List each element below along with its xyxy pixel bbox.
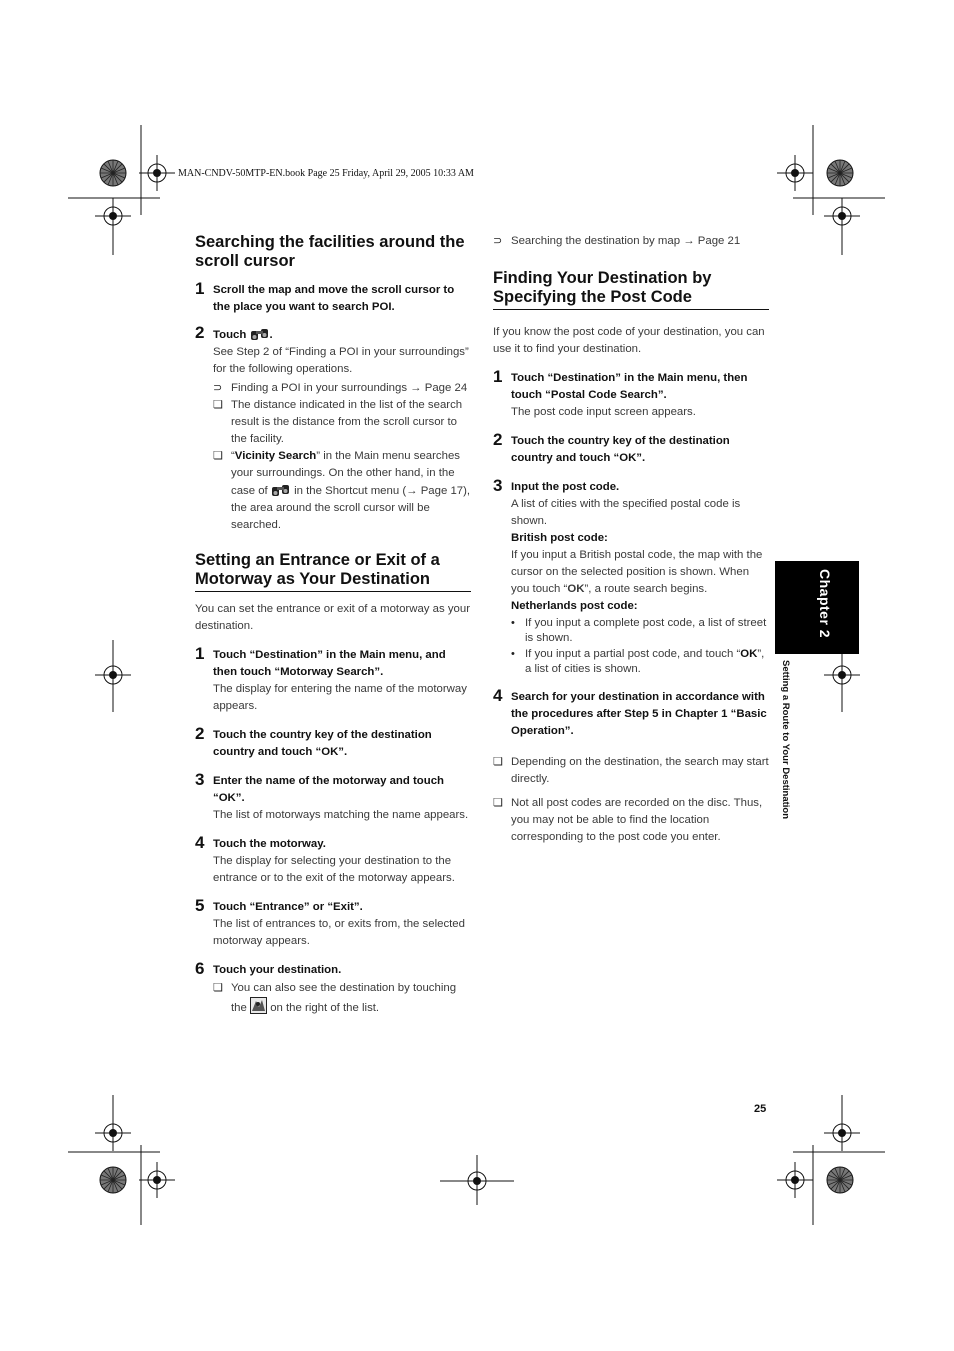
- note-text: You can also see the destination by touching the: [231, 982, 457, 1014]
- text-segment: ”, a route search begins.: [584, 583, 708, 595]
- section-heading-motorway: Setting an Entrance or Exit of a Motorway as Your Destination: [195, 551, 471, 592]
- step-2: [195, 323, 471, 378]
- chapter-label: Chapter 2: [817, 569, 833, 639]
- bullet-icon: •: [511, 648, 515, 660]
- note-item: [493, 233, 769, 250]
- checkbox-icon: ❏: [493, 797, 503, 809]
- step-title: Touch the motorway.: [213, 838, 326, 850]
- left-column: [195, 233, 471, 1017]
- step-title-prefix: Touch: [213, 329, 247, 341]
- step-4: [195, 833, 471, 887]
- checkbox-icon: ❏: [213, 450, 223, 462]
- ok-label: OK: [740, 648, 758, 660]
- bullet-item: [511, 647, 769, 677]
- step-1: [493, 367, 769, 421]
- step-title: Touch “Destination” in the Main menu, then touch “Postal Code Search”.: [511, 372, 748, 401]
- step-1: [195, 279, 471, 316]
- note-text: on the right of the list.: [270, 1002, 380, 1014]
- step-title: Touch the country key of the destination country and touch “OK”.: [511, 435, 730, 464]
- step-description: See Step 2 of “Finding a POI in your surroundings” for the following operations.: [213, 346, 469, 375]
- bullet-text: If you input a complete post code, a list of street is shown.: [525, 617, 767, 644]
- step-number: 4: [493, 686, 503, 705]
- bullet-icon: •: [511, 617, 515, 629]
- step-description: The post code input screen appears.: [511, 406, 696, 418]
- right-column: [493, 233, 769, 846]
- note-text: Depending on the destination, the search may start directly.: [511, 756, 769, 785]
- british-postcode-label: British post code:: [511, 532, 608, 544]
- section-intro: You can set the entrance or exit of a motorway as your destination.: [195, 603, 471, 632]
- step-number: 2: [195, 724, 205, 743]
- section-heading-facilities: Searching the facilities around the scroll cursor: [195, 233, 465, 270]
- text-segment: If you input a British postal code, the map with the cursor on the selected position is shown. When you touch “: [511, 549, 763, 595]
- page-number: 25: [754, 1103, 767, 1115]
- checkbox-icon: ❏: [213, 982, 223, 994]
- step-number: 1: [493, 367, 503, 386]
- vicinity-search-label: Vicinity Search: [234, 450, 317, 462]
- step-title: Enter the name of the motorway and touch “OK”.: [213, 775, 444, 804]
- step-description: A list of cities with the specified postal code is shown.: [511, 498, 741, 527]
- step-number: 2: [493, 430, 503, 449]
- map-view-icon: [250, 997, 267, 1014]
- step-3: [195, 770, 471, 824]
- netherlands-postcode-label: Netherlands post code:: [511, 600, 638, 612]
- note-item-vicinity: [213, 448, 471, 534]
- checkbox-icon: ❏: [213, 399, 223, 411]
- step-1: [195, 644, 471, 715]
- step-2: [493, 430, 769, 467]
- note-text: The distance indicated in the list of the search result is the distance from the scroll cursor to the facility.: [231, 399, 463, 445]
- bullet-text: ”, a list of cities is shown.: [525, 648, 765, 675]
- step-2: [195, 724, 471, 761]
- step-number: 1: [195, 279, 205, 298]
- step-description: The list of motorways matching the name appears.: [213, 809, 469, 821]
- step-number: 3: [493, 476, 503, 495]
- step-title: Touch your destination.: [213, 964, 342, 976]
- note-item: [493, 754, 769, 788]
- chapter-tab: [775, 561, 859, 654]
- british-postcode-text: [511, 547, 769, 598]
- binoculars-icon: [250, 326, 270, 341]
- arrow-ref-icon: ⊃: [493, 235, 503, 247]
- quote-open: “: [231, 450, 235, 462]
- arrow-ref-icon: ⊃: [213, 382, 223, 394]
- step-6: [195, 959, 471, 979]
- step-title-suffix: .: [269, 329, 273, 341]
- note-item: [213, 980, 471, 1017]
- note-text: Searching the destination by map → Page 21: [511, 235, 741, 247]
- section-heading-postcode: Finding Your Destination by Specifying the Post Code: [493, 269, 769, 310]
- section-intro: If you know the post code of your destination, you can use it to find your destination.: [493, 326, 765, 355]
- step-number: 4: [195, 833, 205, 852]
- step-5: [195, 896, 471, 950]
- note-text: Finding a POI in your surroundings → Page 24: [231, 382, 468, 394]
- step-description: The display for selecting your destination to the entrance or to the exit of the motorway appears.: [213, 855, 455, 884]
- note-text: ” in the Main menu searches your surroundings. On the other hand, in the case of: [231, 450, 460, 497]
- notes-list: [213, 380, 471, 534]
- step-number: 3: [195, 770, 205, 789]
- step-title: [213, 326, 471, 344]
- ok-label: OK: [567, 583, 585, 595]
- step-title: Scroll the map and move the scroll cursor to the place you want to search POI.: [213, 284, 455, 313]
- note-item: [213, 397, 471, 448]
- step-title: Touch “Destination” in the Main menu, and then touch “Motorway Search”.: [213, 649, 446, 678]
- checkbox-icon: ❏: [493, 756, 503, 768]
- file-header: MAN-CNDV-50MTP-EN.book Page 25 Friday, April 29, 2005 10:33 AM: [178, 168, 474, 179]
- step-title: Input the post code.: [511, 481, 620, 493]
- step-number: 6: [195, 959, 205, 978]
- bullet-text: If you input a partial post code, and touch “: [525, 648, 741, 660]
- step-number: 1: [195, 644, 205, 663]
- step-description: The list of entrances to, or exits from, the selected motorway appears.: [213, 918, 465, 947]
- note-item: [213, 380, 471, 397]
- step-3: [493, 476, 769, 677]
- step-number: 2: [195, 323, 205, 342]
- step-4: [493, 686, 769, 740]
- step-title: Search for your destination in accordance with the procedures after Step 5 in Chapter 1 “Basic Operation”.: [511, 691, 767, 737]
- note-text: Not all post codes are recorded on the disc. Thus, you may not be able to find the location corresponding to the post code you enter.: [511, 797, 763, 843]
- note-text: in the Shortcut menu (→ Page 17), the area around the scroll cursor will be searched.: [231, 485, 471, 531]
- note-item: [493, 795, 769, 846]
- step-title: Touch the country key of the destination country and touch “OK”.: [213, 729, 432, 758]
- step-number: 5: [195, 896, 205, 915]
- bullet-item: [511, 616, 769, 646]
- binoculars-icon: [271, 482, 291, 497]
- step-description: The display for entering the name of the motorway appears.: [213, 683, 467, 712]
- chapter-section-label: Setting a Route to Your Destination: [780, 660, 791, 820]
- step-title: Touch “Entrance” or “Exit”.: [213, 901, 363, 913]
